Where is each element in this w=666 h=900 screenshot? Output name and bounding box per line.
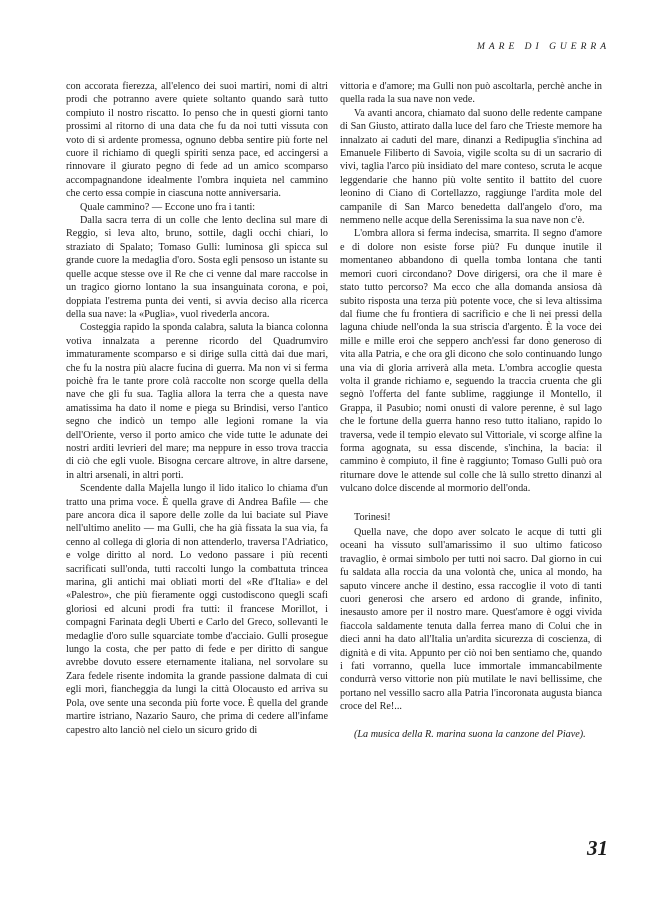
left-column (66, 80, 328, 737)
page-number: 31 (587, 836, 608, 860)
paragraph: Dalla sacra terra di un colle che lento declina sul mare di Reggio, si leva alto, bruno, sottile, dagli occhi chiari, lo straziato di Spalato; Tomaso Gulli: luminosa gli spicca sul grande cuore la medaglia d'oro. Sosta egli pensoso un istante su quelle acque stesse ove il Re che ci venne dal mare raccolse in un tragico giorno lontano la sua insanguinata corona, e poi, doppiata l'estrema punta dei venti, si avvia deciso alla ricerca della sua nave: la «Puglia», vuol rivederla ancora. (66, 215, 328, 320)
paragraph: Costeggia rapido la sponda calabra, saluta la bianca colonna votiva innalzata a perenne ricordo del Quadrumviro immaturamente scomparso e si dirige sulla città dai due mari, che fu la nostra più alacre fucina di guerra. Ma non vi si ferma poichè fra le tante prore colà raccolte non scorge quella della nave che gli fu sua. Taglia allora la terra che a questa nave amatissima ha dato il nome e piega su Brindisi, verso l'antico segno che indicò un tempo alle legioni romane la via dell'Oriente, verso il porto amico che vide tutte le adunate dei nostri arditi levrieri del mare; ma neppure in esso trova traccia di ciò che egli vuole. Bisogna cercare altrove, in altre darsene, in altri arsenali, in altri porti. (66, 322, 328, 481)
paragraph: con accorata fierezza, all'elenco dei suoi martiri, nomi di altri prodi che potranno avere quiete soltanto quando sarà tutto compiuto il nostro riscatto. Io penso che in questi giorni tanto prossimi al ritorno di una data che fu da noi tutti vissuta con voto di sì ardente promessa, ognuno debba sentire più forte nel cuore il richiamo di quegli spiriti senza pace, ed accingersi a rinnovare il giurato pegno di fede ad un amico scomparso accompagnandone idealmente l'ombra inquieta nel cammino che certo essa compie in ciascuna notte anniversaria. (66, 81, 328, 200)
paragraph: Quale cammino? — Eccone uno fra i tanti: (80, 201, 256, 213)
paragraph: Va avanti ancora, chiamato dal suono delle redente campane di San Giusto, attirato dalla luce del faro che Trieste memore ha innalzato ai caduti del mare, dinanzi a Redipuglia s'inchina ad Emanuele Filiberto di Savoia, vigile scolta su di un sacrario di vivi, taglia l'arco più insidiato del mare conteso, scruta le acque leggendarie che hanno più volte sentito il battito del cuore leonino di Ciano di Cortellazzo, raggiunge l'ardita mole del campanile di San Marco benedetta dall'angelo d'oro, ma nemmeno nelle acque della Serenissima la sua nave non c'è. (340, 107, 602, 227)
right-column (340, 80, 602, 741)
paragraph: L'ombra allora si ferma indecisa, smarrita. Il segno d'amore e di dolore non esiste forse più? Fu dunque inutile il momentaneo abbandono di quella tomba lontana che tanti memori cuori circondano? Dove dirigersi, ora che il mare è stato tutto percorso? Ma ecco che alla domanda ansiosa dà subito risposta una terza più potente voce, che si leva altissima dal fiume che fu frontiera di sacrificio e che lì nei pressi della laguna chiude nell'onda la sua striscia d'argento. È la voce dei mille e mille eroi che seppero anch'essi far dono generoso di vita alla Patria, e che ora gli dicono che solo continuando lungo una via di gloria arriverà alla meta. L'ombra accoglie questa volta il grande richiamo e, seguendo la traccia cruenta che gli segnò l'offerta del fante sublime, raggiunge il Montello, il Grappa, il Pasubio; nomi onusti di valore perenne, è sul lago che le fortune della guerra hanno reso tutto italiano, rapido lo traversa, vede il tempio elevato sul Vittoriale, vi scorge alfine la forma agognata, su essa discende, s'inchina, la bacia: il cammino è compiuto, il fine è raggiunto; Tomaso Gulli può ora riturnare dove le attende sul colle che là sullo stretto dinanzi al vulcano dolce discende al mormorio dell'onda. (340, 228, 602, 495)
paragraph: Scendente dalla Majella lungo il lido italico lo chiama d'un tratto una prima voce. È quella grave di Andrea Bafile — che pare ancora dica il sapore delle zolle da lui baciate sul Piave nell'ultimo anelito — ma Gulli, che ha già fissata la sua via, fa cenno al collega di gloria di non attenderlo, traversa l'Adriatico, e volge diritto al nord. Lo vedono passare i più recenti sacrificati sull'onda, tutti raccolti lungo la combattuta trincea marina, gli antichi mai obliati morti del «Re d'Italia» e del «Palestro», che più fieramente oggi custodiscono quegli scafi gloriosi ed alcuni prodi fra tutti: il francese Morillot, i compagni Farinata degli Uberti e Carlo del Greco, sollevanti le medaglie d'oro sulle squarciate tombe d'acciaio. Gulli prosegue lungo la costa, che per patto di fede e per diritto di sangue avrebbe dovuto essere eternamente italiana, nel sorvolare su Zara fedele risente indomita la grande passione dalmata di cui egli morì, fiancheggia da lungi la città Olocausto ed arriva su Pola, ove sente una seconda più forte voce. È quella del grande martire istriano, Nazario Sauro, che prima di cedere all'infame capestro alto lanciò nel cielo un sicuro grido di (66, 483, 328, 736)
address-heading: Torinesi! (354, 511, 391, 523)
running-header: MARE DI GUERRA (476, 42, 610, 52)
paragraph: Quella nave, che dopo aver solcato le acque di tutti gli oceani ha vissuto sull'amarissimo il suo ultimo faticoso travaglio, è ormai simbolo per tutti noi sacro. Dal giorno in cui fu saldata alla roccia da una volontà che, unica al mondo, ha saputo vincere anche il destino, essa raccoglie il voto di tanti cuori generosi che arsero ed ardono di grande, infinito, inesausto amore per il nostro mare. Quest'amore è oggi vivida fiaccola saldamente tenuta dalla ferrea mano di Colui che in dieci anni ha dato all'Italia un'ardita sicurezza di coscienza, di dignità e di vita. Appunto per ciò noi ben sentiamo che, quando i fati vorranno, quella luce immortale immancabilmente condurrà verso vittorie non più mutilate le navi bellissime, che portano nel vessillo sacro alla Patria l'incoronata augusta bianca croce del Re!... (340, 527, 602, 713)
paragraph: vittoria e d'amore; ma Gulli non può ascoltarla, perchè anche in quella rada la sua nave non vede. (340, 81, 602, 106)
stage-direction: (La musica della R. marina suona la canzone del Piave). (354, 728, 586, 740)
